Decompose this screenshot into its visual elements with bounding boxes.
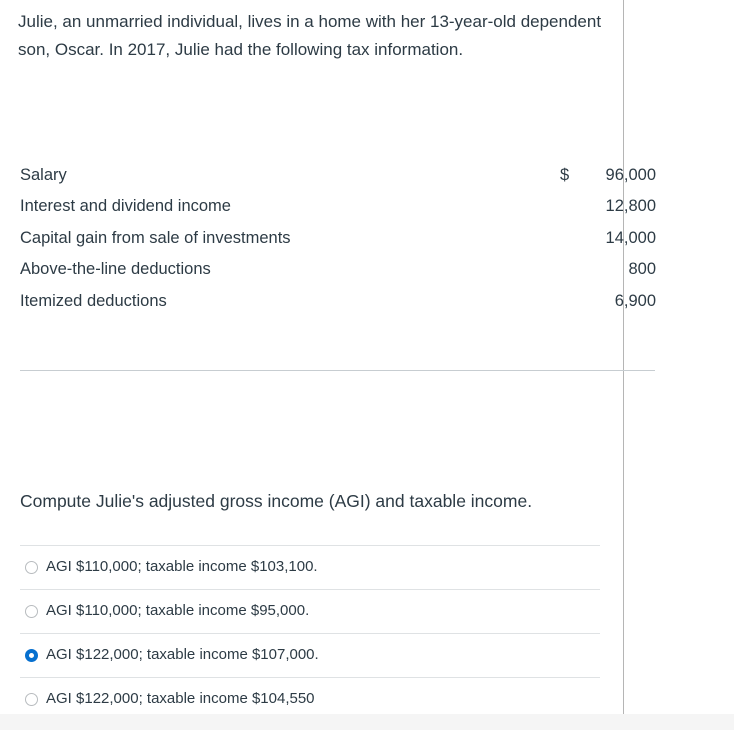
row-value: 800 (628, 260, 656, 278)
row-label: Above-the-line deductions (20, 260, 211, 278)
table-row (20, 163, 656, 187)
bottom-strip (0, 714, 734, 730)
answer-option[interactable] (20, 633, 600, 677)
row-value: 14,000 (605, 229, 656, 247)
table-row (20, 257, 656, 281)
radio-button-selected[interactable] (25, 649, 38, 662)
radio-button[interactable] (25, 693, 38, 706)
table-row (20, 226, 656, 250)
table-row (20, 289, 656, 313)
row-value: 12,800 (605, 197, 656, 215)
answer-label[interactable]: AGI $110,000; taxable income $103,100. (46, 558, 318, 575)
currency-symbol: $ (560, 166, 570, 184)
question-text: Compute Julie's adjusted gross income (AGI) and taxable income. (20, 491, 533, 511)
row-label: Capital gain from sale of investments (20, 229, 291, 247)
column-divider (623, 0, 624, 730)
table-divider (20, 370, 655, 371)
radio-button[interactable] (25, 561, 38, 574)
answer-label[interactable]: AGI $122,000; taxable income $107,000. (46, 646, 319, 663)
answer-label[interactable]: AGI $122,000; taxable income $104,550 (46, 690, 315, 707)
row-value: 96,000 (605, 166, 656, 184)
row-value: 6,900 (614, 292, 656, 310)
answer-option[interactable] (20, 589, 600, 633)
answer-label[interactable]: AGI $110,000; taxable income $95,000. (46, 602, 310, 619)
answer-list (20, 545, 600, 721)
problem-statement: Julie, an unmarried individual, lives in a home with her 13-year-old dependent son, Oscar. In 2017, Julie had the following tax information. (18, 12, 602, 59)
row-label: Interest and dividend income (20, 197, 231, 215)
row-label: Itemized deductions (20, 292, 167, 310)
answer-option[interactable] (20, 545, 600, 589)
radio-button[interactable] (25, 605, 38, 618)
row-label: Salary (20, 166, 67, 184)
table-row (20, 194, 656, 218)
